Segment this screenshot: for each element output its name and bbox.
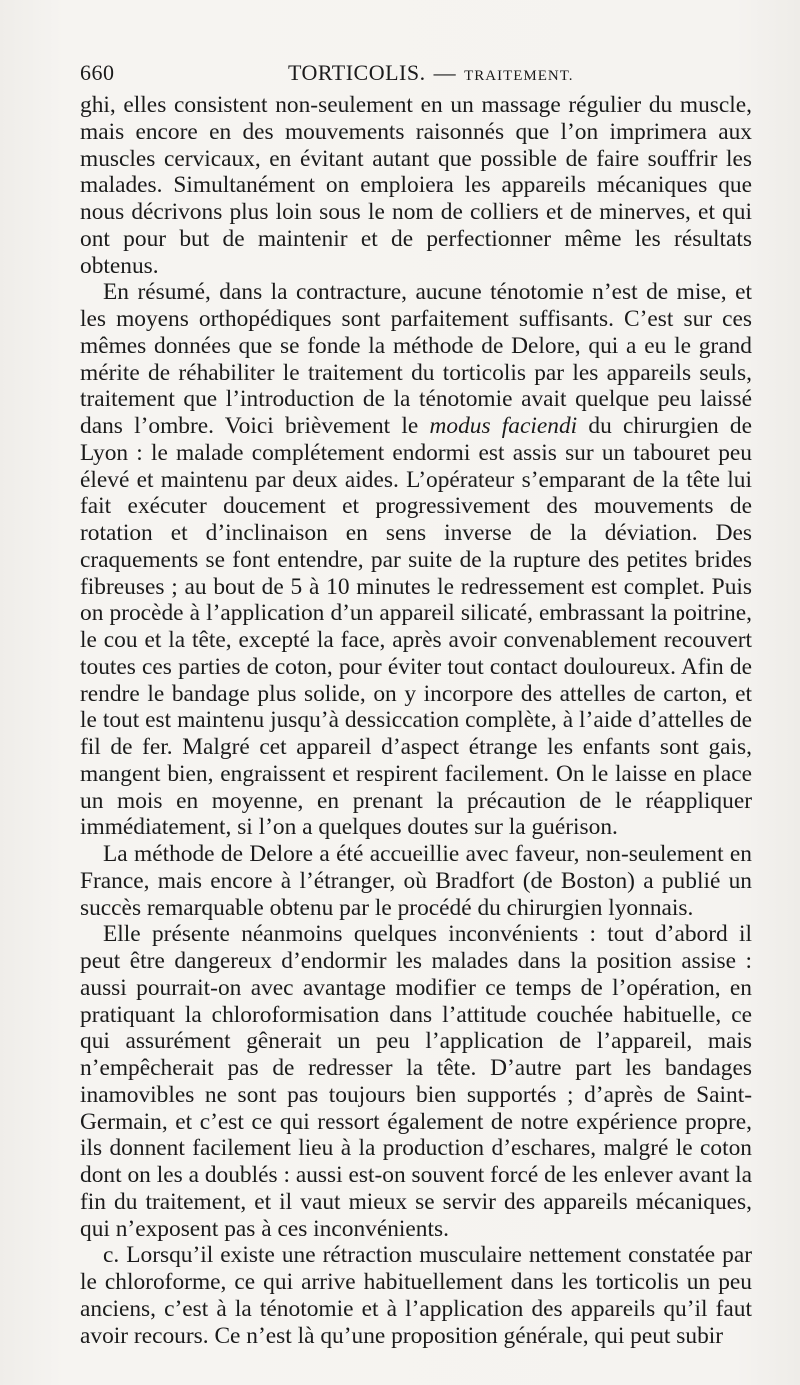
section-title: TRAITEMENT. [464,68,574,84]
paragraph-summary-part-1: En résumé, dans la contracture, aucune ténotomie n’est de mise, et les moyens orthopédiques sont parfaitement suffisants. C’est sur ces mêmes données que se fonde la méthode de Delore, qui a eu le grand mérite de réhabiliter le traitement du torticolis par les appareils seuls, traitement que l’introduction de la ténotomie avait quelque peu laissé dans l’ombre. Voici brièvement le [80,279,752,439]
running-head [80,58,752,92]
title-dash: — [433,60,457,85]
paragraph-summary-part-2: du chirurgien de Lyon : le malade complétement endormi est assis sur un tabouret peu élevé et maintenu par deux aides. L’opérateur s’emparant de la tête lui fait exécuter doucement et progressivement des mouvements de rotation et d’inclinaison en sens inverse de la déviation. Des craquements se font entendre, par suite de la rupture des petites brides fibreuses ; au bout de 5 à 10 minutes le redressement est complet. Puis on procède à l’application d’un appareil silicaté, embrassant la poitrine, le cou et la tête, excepté la face, après avoir convenablement recouvert toutes ces parties de coton, pour éviter tout contact douloureux. Afin de rendre le bandage plus solide, on y incorpore des attelles de carton, et le tout est maintenu jusqu’à dessiccation complète, à l’aide d’attelles de fil de fer. Malgré cet appareil d’aspect étrange les enfants sont gais, mangent bien, engraissent et respirent facilement. On le laisse en place un mois en moyenne, en prenant la précaution de le réappliquer immédiatement, si l’on a quelques doutes sur la guérison. [80,413,752,841]
paragraph-drawbacks: Elle présente néanmoins quelques inconvénients : tout d’abord il peut être dangereux d’endormir les malades dans la position assise : aussi pourrait-on avec avantage modifier ce temps de l’opération, en pratiquant la chloroformisation dans l’attitude couchée habituelle, ce qui assurément gênerait un peu l’application de l’appareil, mais n’empêcherait pas de redresser la tête. D’autre part les bandages inamovibles ne sont pas toujours bien supportés ; d’après de Saint-Germain, et c’est ce qui ressort également de notre expérience propre, ils donnent facilement lieu à la production d’eschares, malgré le coton dont on les a doublés : aussi est-on souvent forcé de les enlever avant la fin du traitement, et il vaut mieux se servir des appareils mécaniques, qui n’exposent pas à ces inconvénients. [80,921,752,1242]
running-title [288,60,574,86]
body-text [80,92,752,1349]
paragraph-reception: La méthode de Delore a été accueillie avec faveur, non-seulement en France, mais encore à l’étranger, où Bradfort (de Boston) a publié un succès remarquable obtenu par le procédé du chirurgien lyonnais. [80,841,752,921]
paragraph-retraction: c. Lorsqu’il existe une rétraction musculaire nettement constatée par le chloroforme, ce qui arrive habituellement dans les torticolis un peu anciens, c’est à la ténotomie et à l’application des appareils qu’il faut avoir recours. Ce n’est là qu’une proposition générale, qui peut subir [80,1242,752,1349]
page-number: 660 [80,60,115,85]
paragraph-summary [80,279,752,841]
chapter-title: TORTICOLIS. [288,60,426,85]
paragraph-continuation: ghi, elles consistent non-seulement en un massage régulier du muscle, mais encore en des mouvements raisonnés que l’on imprimera aux muscles cervicaux, en évitant autant que possible de faire souffrir les malades. Simultanément on emploiera les appareils mécaniques que nous décrivons plus loin sous le nom de colliers et de minerves, et qui ont pour but de maintenir et de perfectionner même les résultats obtenus. [80,92,752,279]
italic-phrase: modus faciendi [429,413,578,439]
